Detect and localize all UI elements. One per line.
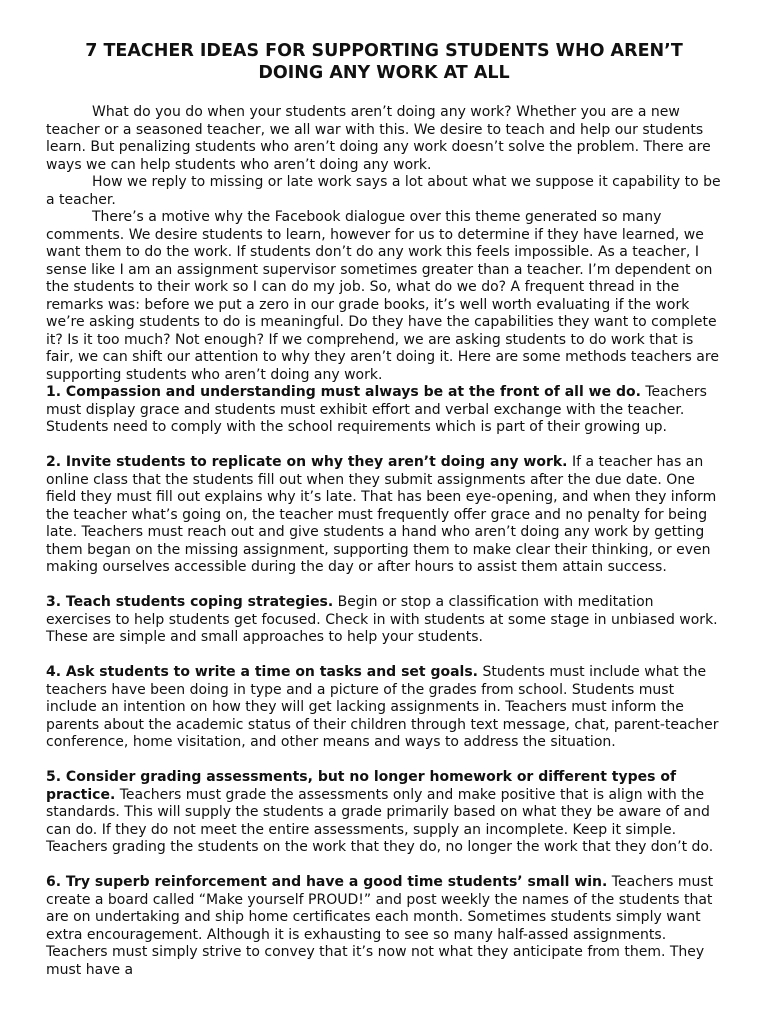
tip-item — [46, 874, 722, 979]
tip-heading: 5. Consider grading assessments, but no longer homework or different types of practice. — [46, 769, 677, 803]
tip-body: Begin or stop a classification with meditation exercises to help students get focused. Check in with students at some stage in unbiased work. These are simple and small approaches to help your students. — [46, 594, 718, 645]
tip-body: Teachers must display grace and students must exhibit effort and verbal exchange with the teacher. Students need to comply with the school requirements which is part of their growing up. — [46, 384, 707, 435]
tip-body: Teachers must grade the assessments only and make positive that is align with the standards. This will supply the students a grade primarily based on what they be aware of and can do. If they do not meet the entire assessments, supply an incomplete. Keep it simple. Teachers grading the students on the work that they do, no longer the work that they don’t do. — [46, 786, 714, 855]
intro-paragraph: What do you do when your students aren’t doing any work? Whether you are a new teacher or a seasoned teacher, we all war with this. We desire to teach and help our students learn. But penalizing students who aren’t doing any work doesn’t solve the problem. There are ways we can help students who aren’t doing any work. — [46, 104, 711, 173]
tip-item — [46, 384, 722, 437]
tip-heading: 3. Teach students coping strategies. — [46, 594, 334, 610]
tip-item — [46, 454, 722, 577]
tip-heading: 2. Invite students to replicate on why they aren’t doing any work. — [46, 454, 568, 470]
tip-heading: 1. Compassion and understanding must always be at the front of all we do. — [46, 384, 641, 400]
tip-body: Teachers must create a board called “Make yourself PROUD!” and post weekly the names of the students that are on undertaking and ship home certificates each month. Sometimes students simply want extra encouragement. Although it is exhausting to see so many half-assed assignments. Teachers must simply strive to convey that it’s now not what they anticipate from them. They must have a — [46, 874, 714, 978]
tip-item — [46, 664, 722, 752]
intro-paragraph: How we reply to missing or late work says a lot about what we suppose it capability to be a teacher. — [46, 174, 721, 208]
tips-list — [46, 384, 722, 979]
tip-item — [46, 594, 722, 647]
tip-body: Students must include what the teachers have been doing in type and a picture of the grades from school. Students must include an intention on how they will get lacking assignments in. Teachers must inform the parents about the academic status of their children through text message, chat, parent-teacher conference, home visitation, and other means and ways to address the situation. — [46, 664, 719, 750]
tip-heading: 6. Try superb reinforcement and have a good time students’ small win. — [46, 874, 608, 890]
tip-body: If a teacher has an online class that the students fill out when they submit assignments after the due date. One field they must fill out explains why it’s late. That has been eye-opening, and when they inform the teacher what’s going on, the teacher must frequently offer grace and no penalty for being late. Teachers must reach out and give students a hand who aren’t doing any work by getting them began on the missing assignment, supporting them to make clear their thinking, or even making ourselves accessible during the day or after hours to assist them attain success. — [46, 454, 717, 575]
tip-heading: 4. Ask students to write a time on tasks and set goals. — [46, 664, 479, 680]
tip-item — [46, 769, 722, 857]
intro-paragraph: There’s a motive why the Facebook dialogue over this theme generated so many comments. We desire students to learn, however for us to determine if they have learned, we want them to do the work. If students don’t do any work this feels impossible. As a teacher, I sense like I am an assignment supervisor sometimes greater than a teacher. I’m dependent on the students to their work so I can do my job. So, what do we do? A frequent thread in the remarks was: before we put a zero in our grade books, it’s well worth evaluating if the work we’re asking students to do is meaningful. Do they have the capabilities they want to complete it? Is it too much? Not enough? If we comprehend, we are asking students to do work that is fair, we can shift our attention to why they aren’t doing it. Here are some methods teachers are supporting students who aren’t doing any work. — [46, 209, 719, 383]
document-title: 7 TEACHER IDEAS FOR SUPPORTING STUDENTS WHO AREN’T DOING ANY WORK AT ALL — [85, 41, 683, 83]
intro-section — [46, 104, 722, 384]
